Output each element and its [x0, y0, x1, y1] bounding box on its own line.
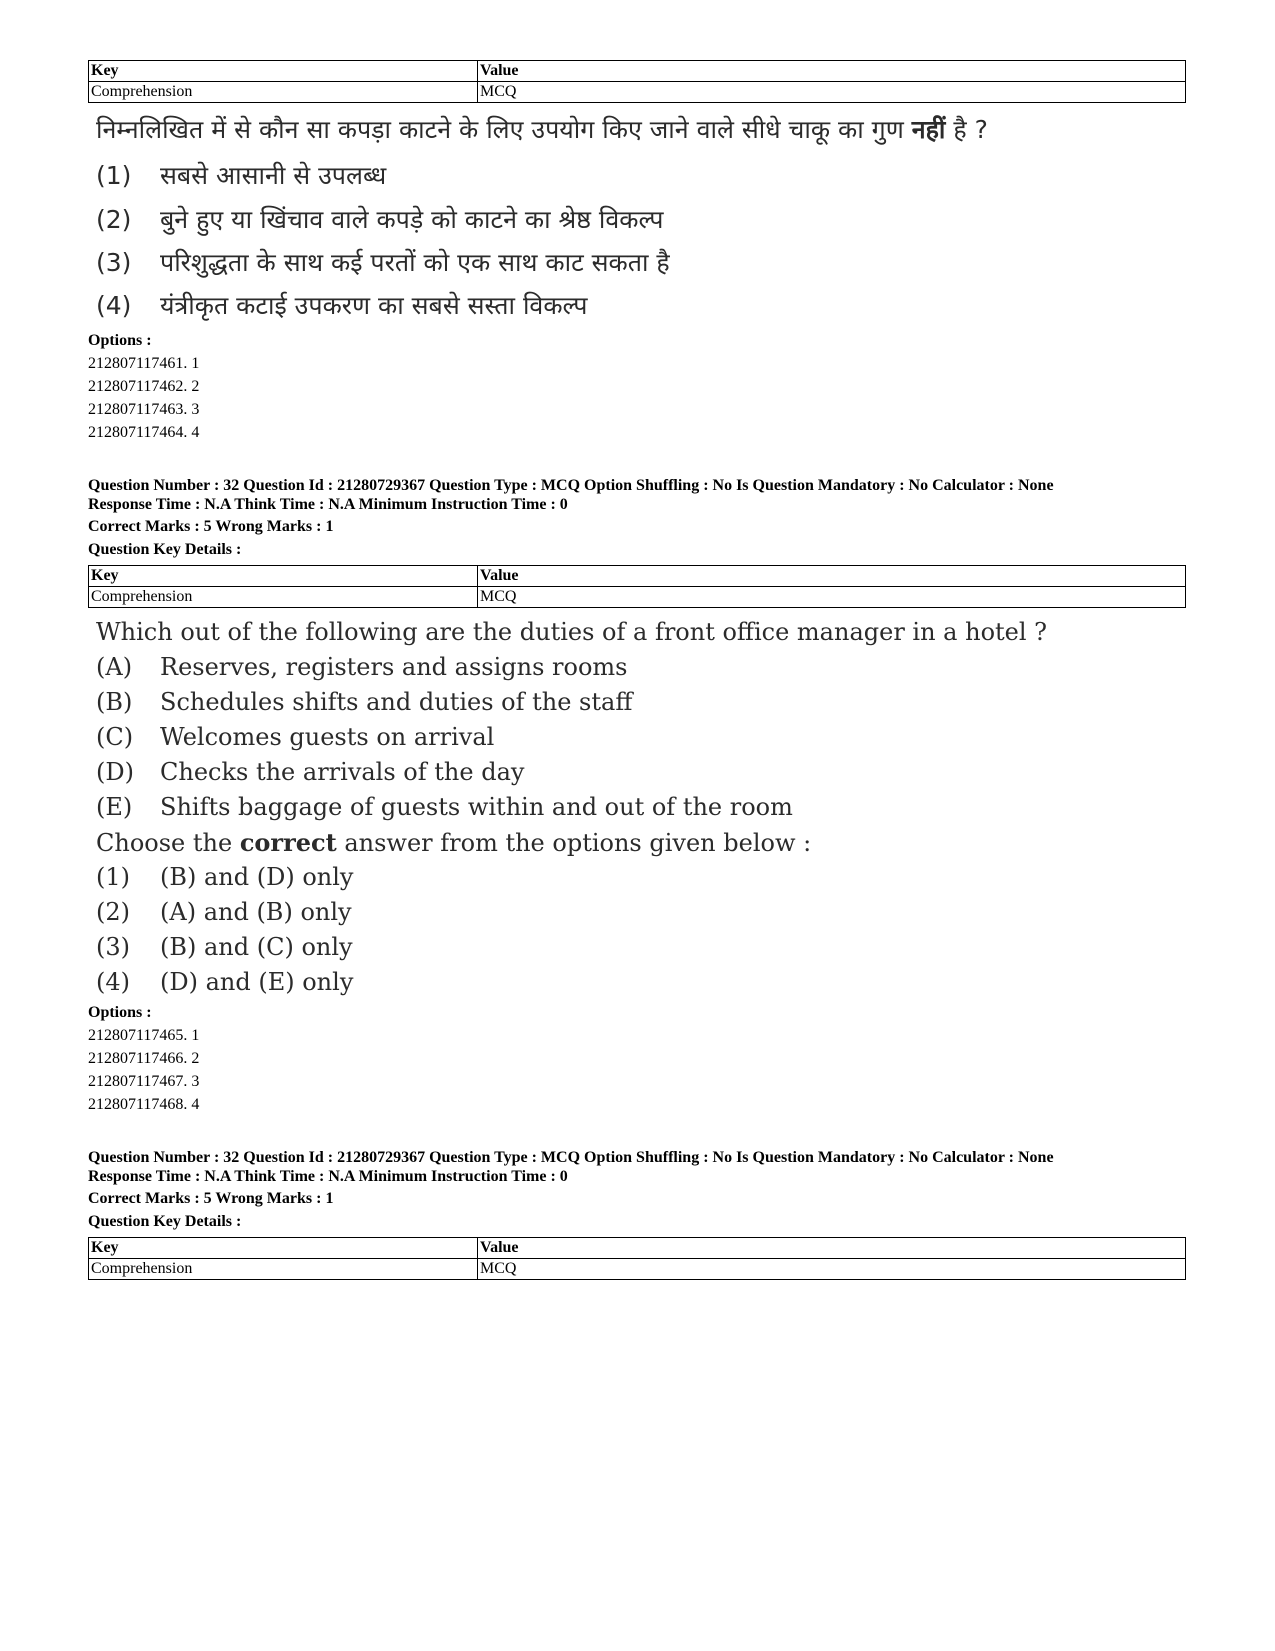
value-header: Value [478, 566, 1186, 587]
options-label: Options : [88, 332, 152, 349]
question-2-statement: (D) Checks the arrivals of the day [96, 758, 525, 786]
question-2-statement: (A) Reserves, registers and assigns rooms [96, 653, 628, 681]
options-label: Options : [88, 1004, 152, 1021]
question-2-choice: (4) (D) and (E) only [96, 968, 354, 996]
question-key-table [88, 60, 1186, 103]
question-key-table [88, 565, 1186, 608]
key-details-label: Question Key Details : [88, 1213, 242, 1230]
question-meta [88, 1148, 1198, 1186]
question-meta-line: Response Time : N.A Think Time : N.A Minimum Instruction Time : 0 [88, 496, 568, 513]
key-cell: Comprehension [89, 82, 478, 103]
value-header: Value [478, 1238, 1186, 1259]
key-header: Key [89, 61, 478, 82]
option-id: 212807117468. 4 [88, 1096, 200, 1113]
question-1-choice: (3) परिशुद्धता के साथ कई परतों को एक साथ काट सकता है [96, 248, 670, 277]
key-cell: Comprehension [89, 1259, 478, 1280]
question-1-choice: (2) बुने हुए या खिंचाव वाले कपड़े को काटने का श्रेष्ठ विकल्प [96, 205, 664, 234]
option-id: 212807117461. 1 [88, 355, 200, 372]
question-1-choice: (1) सबसे आसानी से उपलब्ध [96, 161, 387, 190]
value-cell: MCQ [478, 587, 1186, 608]
value-cell: MCQ [478, 82, 1186, 103]
question-1-choice: (4) यंत्रीकृत कटाई उपकरण का सबसे सस्ता विकल्प [96, 291, 588, 320]
key-header: Key [89, 1238, 478, 1259]
question-2-statement: (B) Schedules shifts and duties of the staff [96, 688, 633, 716]
question-2-choice: (2) (A) and (B) only [96, 898, 352, 926]
key-cell: Comprehension [89, 587, 478, 608]
key-details-label: Question Key Details : [88, 541, 242, 558]
question-meta [88, 476, 1198, 514]
question-meta-line: Response Time : N.A Think Time : N.A Minimum Instruction Time : 0 [88, 1168, 568, 1185]
marks-line: Correct Marks : 5 Wrong Marks : 1 [88, 1190, 334, 1207]
question-2-statement: (C) Welcomes guests on arrival [96, 723, 495, 751]
question-1-text: निम्नलिखित में से कौन सा कपड़ा काटने के लिए उपयोग किए जाने वाले सीधे चाकू का गुण नहीं है ? [96, 115, 988, 144]
option-id: 212807117462. 2 [88, 378, 200, 395]
marks-line: Correct Marks : 5 Wrong Marks : 1 [88, 518, 334, 535]
option-id: 212807117467. 3 [88, 1073, 200, 1090]
question-meta-line: Question Number : 32 Question Id : 21280729367 Question Type : MCQ Option Shuffling : No Is Question Mandatory : No Calculator : None [88, 477, 1054, 494]
question-2-instruction: Choose the correct answer from the options given below : [96, 828, 812, 857]
value-cell: MCQ [478, 1259, 1186, 1280]
question-2-statement: (E) Shifts baggage of guests within and out of the room [96, 793, 793, 821]
question-2-text: Which out of the following are the duties of a front office manager in a hotel ? [96, 618, 1048, 646]
question-key-table [88, 1237, 1186, 1280]
question-2-choice: (1) (B) and (D) only [96, 863, 354, 891]
question-meta-line: Question Number : 32 Question Id : 21280729367 Question Type : MCQ Option Shuffling : No Is Question Mandatory : No Calculator : None [88, 1149, 1054, 1166]
question-2-choice: (3) (B) and (C) only [96, 933, 353, 961]
option-id: 212807117464. 4 [88, 424, 200, 441]
option-id: 212807117465. 1 [88, 1027, 200, 1044]
option-id: 212807117466. 2 [88, 1050, 200, 1067]
value-header: Value [478, 61, 1186, 82]
key-header: Key [89, 566, 478, 587]
option-id: 212807117463. 3 [88, 401, 200, 418]
